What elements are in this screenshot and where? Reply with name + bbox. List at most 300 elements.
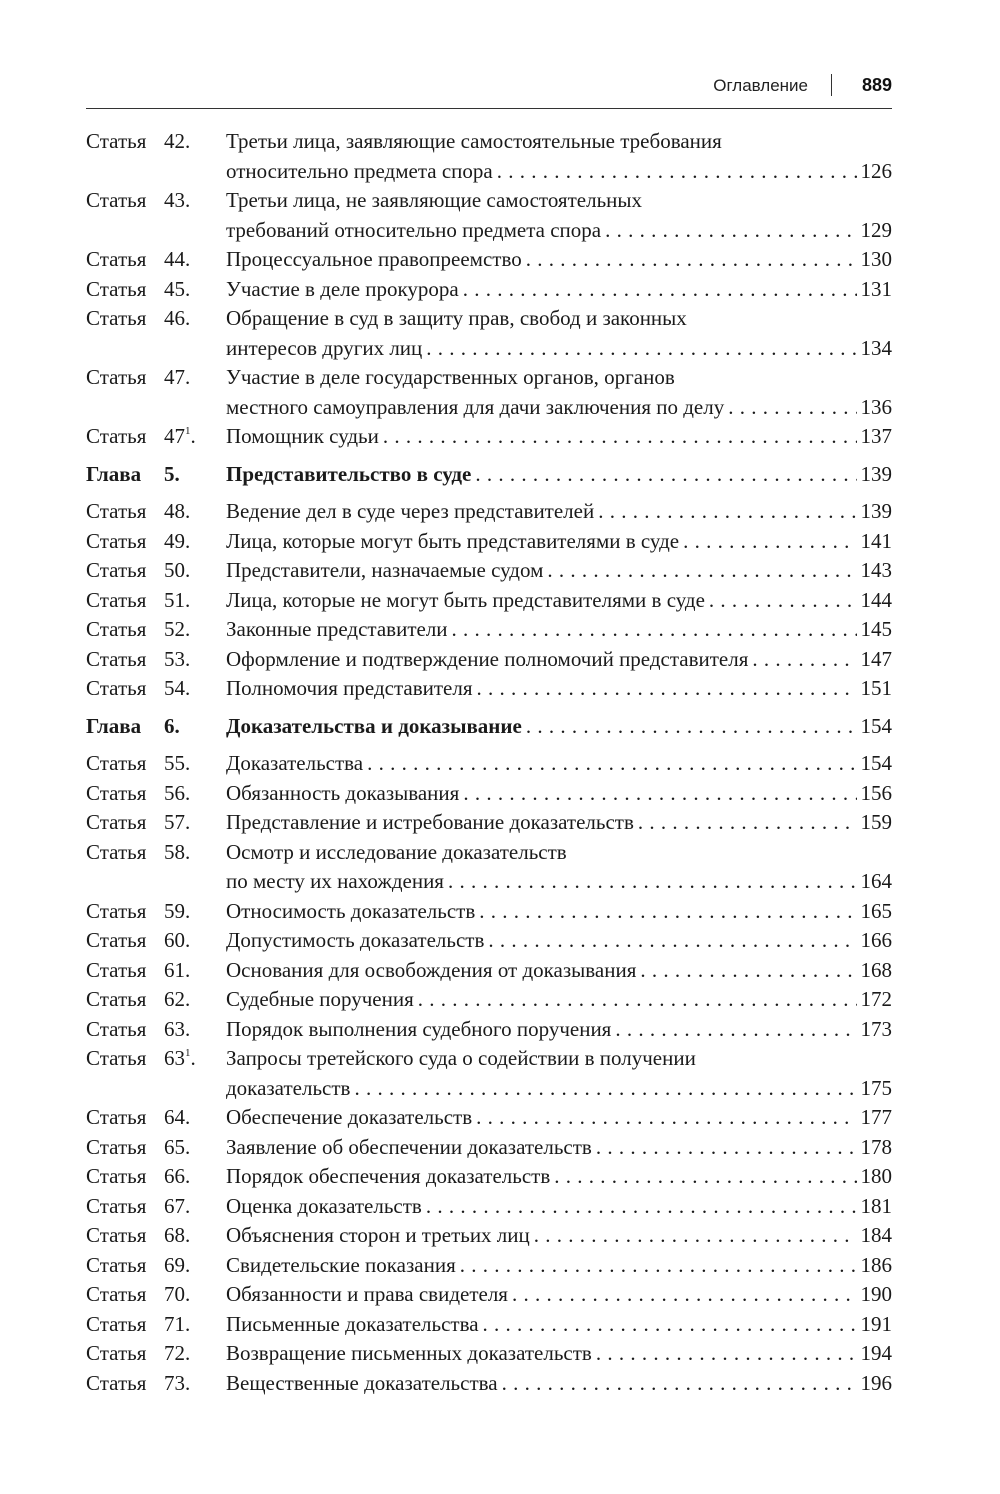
entry-final-line — [226, 157, 892, 187]
entry-label — [86, 1133, 226, 1163]
entry-number: 72. — [164, 1341, 191, 1365]
entry-title-block — [226, 645, 892, 675]
entry-title: Возвращение письменных доказательств — [226, 1341, 592, 1365]
entry-title: Вещественные доказательства — [226, 1370, 498, 1395]
dot-leader — [547, 556, 856, 586]
entry-final-line — [226, 645, 892, 675]
entry-number: 70. — [164, 1282, 191, 1306]
dot-leader — [367, 749, 856, 779]
entry-word: Статья — [86, 1370, 147, 1395]
entry-title-block — [226, 460, 892, 490]
entry-page-number: 156 — [860, 780, 892, 805]
entry-final-line — [226, 1103, 892, 1133]
entry-title: Процессуальное правопреемство — [226, 247, 522, 271]
entry-label — [86, 1221, 226, 1251]
entry-label — [86, 1015, 226, 1045]
entry-page-number: 136 — [860, 394, 892, 419]
entry-number-superscript: 1 — [185, 1047, 191, 1059]
entry-label — [86, 1044, 226, 1103]
entry-word: Статья — [86, 129, 147, 153]
entry-title: Обеспечение доказательств — [226, 1105, 473, 1129]
entry-final-line — [226, 1369, 892, 1399]
entry-word: Статья — [86, 1016, 147, 1041]
entry-word: Статья — [86, 188, 147, 212]
entry-word: Статья — [86, 247, 147, 271]
entry-title: Лица, которые могут быть представителями в суде — [226, 528, 680, 553]
entry-title-block — [226, 245, 892, 275]
entry-final-line — [226, 334, 892, 364]
entry-title-block — [226, 1369, 892, 1399]
entry-word: Статья — [86, 1341, 147, 1365]
entry-page-number: 180 — [860, 1164, 892, 1188]
entry-page-number: 141 — [860, 528, 892, 553]
entry-word: Статья — [86, 558, 147, 582]
dot-leader — [426, 1192, 857, 1222]
toc-entry — [86, 1133, 892, 1163]
entry-title-block — [226, 1044, 892, 1103]
entry-page-number: 129 — [860, 217, 892, 242]
entry-final-line — [226, 712, 892, 742]
entry-word: Статья — [86, 928, 147, 952]
entry-number-suffix: . — [190, 424, 196, 448]
toc-entry — [86, 808, 892, 838]
entry-title-block — [226, 497, 892, 527]
toc-entry — [86, 1369, 892, 1399]
entry-final-line — [226, 393, 892, 423]
entry-word: Статья — [86, 810, 147, 834]
entry-final-line — [226, 497, 892, 527]
entry-number: 47 — [164, 424, 185, 448]
entry-final-line — [226, 1280, 892, 1310]
entry-word: Статья — [86, 1046, 147, 1070]
entry-page-number: 154 — [860, 713, 892, 738]
entry-title-block — [226, 1251, 892, 1281]
dot-leader — [526, 712, 857, 742]
entry-page-number: 191 — [860, 1311, 892, 1336]
entry-title-block — [226, 749, 892, 779]
entry-title-block — [226, 838, 892, 897]
toc-entry — [86, 1221, 892, 1251]
entry-word: Статья — [86, 587, 147, 612]
entry-title-first-line: Третьи лица, заявляющие самостоятельные требования — [226, 129, 722, 153]
entry-number: 64. — [164, 1105, 191, 1129]
entry-label — [86, 1339, 226, 1369]
dot-leader — [640, 956, 856, 986]
dot-leader — [683, 527, 856, 557]
entry-title: Представление и истребование доказательств — [226, 810, 634, 834]
dot-leader — [460, 1251, 857, 1281]
entry-title: Полномочия представителя — [226, 676, 473, 700]
dot-leader — [463, 779, 856, 809]
entry-final-line — [226, 749, 892, 779]
table-of-contents — [86, 127, 892, 1398]
entry-title-block — [226, 127, 892, 186]
entry-label — [86, 749, 226, 779]
entry-label — [86, 1192, 226, 1222]
entry-number: 60. — [164, 928, 191, 952]
entry-final-line — [226, 460, 892, 490]
entry-label — [86, 779, 226, 809]
entry-title: относительно предмета спора — [226, 158, 493, 183]
entry-title: доказательств — [226, 1075, 351, 1100]
entry-number: 48. — [164, 499, 191, 523]
entry-number: 56. — [164, 780, 191, 805]
entry-title-block — [226, 1133, 892, 1163]
entry-word: Статья — [86, 676, 147, 700]
entry-label — [86, 1310, 226, 1340]
dot-leader — [638, 808, 857, 838]
entry-word: Статья — [86, 276, 147, 301]
entry-page-number: 184 — [860, 1223, 892, 1247]
dot-leader — [448, 867, 857, 897]
toc-entry — [86, 1162, 892, 1192]
toc-entry — [86, 1280, 892, 1310]
entry-page-number: 181 — [860, 1193, 892, 1218]
entry-title-block — [226, 1103, 892, 1133]
entry-title: Представительство в суде — [226, 461, 472, 486]
entry-final-line — [226, 1339, 892, 1369]
entry-title: Письменные доказательства — [226, 1311, 479, 1336]
entry-word: Статья — [86, 424, 147, 448]
entry-label — [86, 1103, 226, 1133]
entry-number: 63 — [164, 1046, 185, 1070]
entry-title: Свидетельские показания — [226, 1252, 456, 1277]
entry-label — [86, 127, 226, 186]
entry-label — [86, 926, 226, 956]
entry-title-first-line: Осмотр и исследование доказательств — [226, 839, 567, 864]
entry-label — [86, 460, 226, 490]
entry-number: 73. — [164, 1370, 191, 1395]
entry-final-line — [226, 808, 892, 838]
toc-entry — [86, 275, 892, 305]
entry-number-suffix: . — [190, 1046, 196, 1070]
entry-title-block — [226, 556, 892, 586]
entry-word: Глава — [86, 461, 142, 486]
entry-number: 58. — [164, 839, 191, 864]
entry-page-number: 151 — [860, 676, 892, 700]
entry-title-first-line: Обращение в суд в защиту прав, свобод и законных — [226, 306, 687, 330]
entry-final-line — [226, 1162, 892, 1192]
entry-title: Судебные поручения — [226, 987, 414, 1011]
dot-leader — [752, 645, 856, 675]
dot-leader — [483, 1310, 857, 1340]
dot-leader — [605, 216, 856, 246]
entry-word: Статья — [86, 780, 147, 805]
entry-word: Статья — [86, 898, 147, 923]
entry-word: Статья — [86, 1134, 147, 1159]
entry-title-block — [226, 363, 892, 422]
entry-page-number: 144 — [860, 587, 892, 612]
dot-leader — [479, 897, 856, 927]
toc-entry — [86, 527, 892, 557]
entry-final-line — [226, 1074, 892, 1104]
entry-title-block — [226, 712, 892, 742]
entry-final-line — [226, 556, 892, 586]
dot-leader — [476, 1103, 856, 1133]
entry-page-number: 196 — [860, 1370, 892, 1395]
entry-number: 59. — [164, 898, 191, 923]
entry-page-number: 147 — [860, 646, 892, 671]
entry-number: 57. — [164, 810, 191, 834]
entry-final-line — [226, 779, 892, 809]
entry-page-number: 190 — [860, 1282, 892, 1306]
toc-entry — [86, 779, 892, 809]
entry-final-line — [226, 615, 892, 645]
dot-leader — [512, 1280, 857, 1310]
entry-title: интересов других лиц — [226, 335, 423, 360]
entry-final-line — [226, 275, 892, 305]
toc-entry — [86, 1310, 892, 1340]
header-separator — [831, 74, 833, 96]
entry-title: Заявление об обеспечении доказательств — [226, 1134, 592, 1159]
entry-title-block — [226, 422, 892, 452]
entry-final-line — [226, 956, 892, 986]
entry-title: Относимость доказательств — [226, 898, 476, 923]
entry-page-number: 175 — [860, 1075, 892, 1100]
entry-title-block — [226, 897, 892, 927]
toc-entry — [86, 956, 892, 986]
entry-title-block — [226, 615, 892, 645]
toc-chapter — [86, 460, 892, 490]
entry-word: Статья — [86, 1252, 147, 1277]
dot-leader — [426, 334, 856, 364]
entry-label — [86, 956, 226, 986]
entry-title: Порядок обеспечения доказательств — [226, 1164, 551, 1188]
entry-title: Обязанность доказывания — [226, 780, 460, 805]
entry-label — [86, 808, 226, 838]
entry-number: 53. — [164, 646, 191, 671]
entry-final-line — [226, 1310, 892, 1340]
toc-entry — [86, 422, 892, 452]
entry-word: Статья — [86, 365, 147, 389]
dot-leader — [526, 245, 857, 275]
toc-entry — [86, 1044, 892, 1103]
toc-entry — [86, 586, 892, 616]
toc-entry — [86, 615, 892, 645]
entry-page-number: 166 — [860, 928, 892, 952]
dot-leader — [554, 1162, 856, 1192]
entry-page-number: 194 — [860, 1341, 892, 1365]
entry-title-block — [226, 304, 892, 363]
entry-final-line — [226, 422, 892, 452]
entry-title: Доказательства и доказывание — [226, 713, 522, 738]
entry-title-first-line: Участие в деле государственных органов, органов — [226, 365, 675, 389]
entry-title: Представители, назначаемые судом — [226, 558, 544, 582]
dot-leader — [596, 1339, 857, 1369]
dot-leader — [534, 1221, 857, 1251]
dot-leader — [502, 1369, 857, 1399]
entry-final-line — [226, 1133, 892, 1163]
entry-word: Статья — [86, 1282, 147, 1306]
dot-leader — [598, 497, 856, 527]
entry-number: 65. — [164, 1134, 191, 1159]
entry-label — [86, 1251, 226, 1281]
entry-word: Статья — [86, 839, 147, 864]
entry-word: Статья — [86, 646, 147, 671]
entry-page-number: 165 — [860, 898, 892, 923]
entry-number: 61. — [164, 957, 191, 982]
entry-number: 50. — [164, 558, 191, 582]
dot-leader — [596, 1133, 857, 1163]
entry-label — [86, 712, 226, 742]
toc-entry — [86, 556, 892, 586]
entry-final-line — [226, 1251, 892, 1281]
dot-leader — [452, 615, 857, 645]
entry-word: Статья — [86, 528, 147, 553]
entry-final-line — [226, 586, 892, 616]
entry-title: Оформление и подтверждение полномочий представителя — [226, 646, 749, 671]
entry-number: 44. — [164, 247, 191, 271]
entry-page-number: 159 — [860, 810, 892, 834]
entry-title: Законные представители — [226, 617, 448, 641]
entry-number: 5. — [164, 461, 180, 486]
entry-title: Участие в деле прокурора — [226, 276, 459, 301]
entry-title-first-line: Третьи лица, не заявляющие самостоятельных — [226, 188, 642, 212]
entry-label — [86, 1162, 226, 1192]
entry-title-block — [226, 1280, 892, 1310]
entry-title-block — [226, 674, 892, 704]
entry-number: 52. — [164, 617, 191, 641]
entry-word: Статья — [86, 617, 147, 641]
entry-number: 55. — [164, 751, 191, 775]
entry-word: Статья — [86, 499, 147, 523]
dot-leader — [497, 157, 857, 187]
entry-page-number: 139 — [860, 499, 892, 523]
entry-label — [86, 985, 226, 1015]
entry-title-block — [226, 956, 892, 986]
entry-title: Оценка доказательств — [226, 1193, 422, 1218]
entry-page-number: 145 — [860, 617, 892, 641]
dot-leader — [383, 422, 857, 452]
entry-label — [86, 897, 226, 927]
entry-final-line — [226, 1192, 892, 1222]
entry-word: Статья — [86, 1193, 147, 1218]
dot-leader — [463, 275, 857, 305]
toc-entry — [86, 363, 892, 422]
entry-word: Статья — [86, 1223, 147, 1247]
entry-final-line — [226, 897, 892, 927]
toc-entry — [86, 1103, 892, 1133]
entry-number: 63. — [164, 1016, 191, 1041]
entry-title-block — [226, 926, 892, 956]
toc-entry — [86, 497, 892, 527]
entry-final-line — [226, 926, 892, 956]
entry-page-number: 126 — [860, 158, 892, 183]
dot-leader — [418, 985, 857, 1015]
entry-final-line — [226, 245, 892, 275]
entry-title-block — [226, 527, 892, 557]
entry-number-superscript: 1 — [185, 425, 191, 437]
entry-word: Статья — [86, 1311, 147, 1336]
entry-number: 66. — [164, 1164, 191, 1188]
entry-label — [86, 556, 226, 586]
toc-entry — [86, 749, 892, 779]
entry-page-number: 164 — [860, 869, 892, 893]
entry-final-line — [226, 985, 892, 1015]
entry-final-line — [226, 527, 892, 557]
entry-label — [86, 275, 226, 305]
entry-title-block — [226, 1221, 892, 1251]
entry-title: Основания для освобождения от доказывания — [226, 957, 637, 982]
entry-title: местного самоуправления для дачи заключения по делу — [226, 394, 725, 419]
entry-word: Статья — [86, 987, 147, 1011]
toc-entry — [86, 985, 892, 1015]
entry-number: 6. — [164, 713, 180, 738]
entry-page-number: 139 — [860, 461, 892, 486]
entry-number: 68. — [164, 1223, 191, 1247]
entry-title-block — [226, 275, 892, 305]
entry-title: Порядок выполнения судебного поручения — [226, 1016, 612, 1041]
toc-entry — [86, 1015, 892, 1045]
entry-page-number: 172 — [860, 987, 892, 1011]
entry-page-number: 131 — [860, 276, 892, 301]
entry-title: по месту их нахождения — [226, 869, 444, 893]
entry-title: Обязанности и права свидетеля — [226, 1282, 508, 1306]
entry-page-number: 137 — [860, 424, 892, 448]
entry-page-number: 143 — [860, 558, 892, 582]
entry-title-block — [226, 1310, 892, 1340]
running-header — [86, 72, 892, 109]
entry-label — [86, 586, 226, 616]
toc-entry — [86, 645, 892, 675]
entry-number: 45. — [164, 276, 191, 301]
toc-entry — [86, 127, 892, 186]
entry-final-line — [226, 216, 892, 246]
entry-page-number: 154 — [860, 751, 892, 775]
entry-title-block — [226, 779, 892, 809]
entry-label — [86, 186, 226, 245]
entry-number: 49. — [164, 528, 191, 553]
entry-number: 46. — [164, 306, 191, 330]
entry-label — [86, 615, 226, 645]
entry-word: Статья — [86, 1164, 147, 1188]
entry-title-block — [226, 186, 892, 245]
entry-number: 71. — [164, 1311, 191, 1336]
entry-label — [86, 1280, 226, 1310]
entry-number: 47. — [164, 365, 191, 389]
dot-leader — [488, 926, 856, 956]
entry-final-line — [226, 867, 892, 897]
toc-entry — [86, 245, 892, 275]
entry-word: Глава — [86, 713, 142, 738]
entry-label — [86, 497, 226, 527]
dot-leader — [728, 393, 856, 423]
entry-title: Лица, которые не могут быть представителями в суде — [226, 587, 705, 612]
entry-final-line — [226, 674, 892, 704]
entry-label — [86, 304, 226, 363]
entry-number: 51. — [164, 587, 191, 612]
entry-label — [86, 645, 226, 675]
entry-number: 42. — [164, 129, 191, 153]
entry-label — [86, 838, 226, 897]
entry-word: Статья — [86, 1105, 147, 1129]
entry-title-block — [226, 1339, 892, 1369]
entry-label — [86, 363, 226, 422]
entry-title-block — [226, 1015, 892, 1045]
entry-page-number: 134 — [860, 335, 892, 360]
entry-title-block — [226, 1162, 892, 1192]
toc-entry — [86, 838, 892, 897]
toc-entry — [86, 1339, 892, 1369]
entry-title-first-line: Запросы третейского суда о содействии в получении — [226, 1046, 696, 1070]
toc-entry — [86, 186, 892, 245]
entry-word: Статья — [86, 957, 147, 982]
entry-final-line — [226, 1221, 892, 1251]
entry-page-number: 173 — [860, 1016, 892, 1041]
dot-leader — [354, 1074, 856, 1104]
entry-title: Объяснения сторон и третьих лиц — [226, 1223, 530, 1247]
entry-number: 54. — [164, 676, 191, 700]
